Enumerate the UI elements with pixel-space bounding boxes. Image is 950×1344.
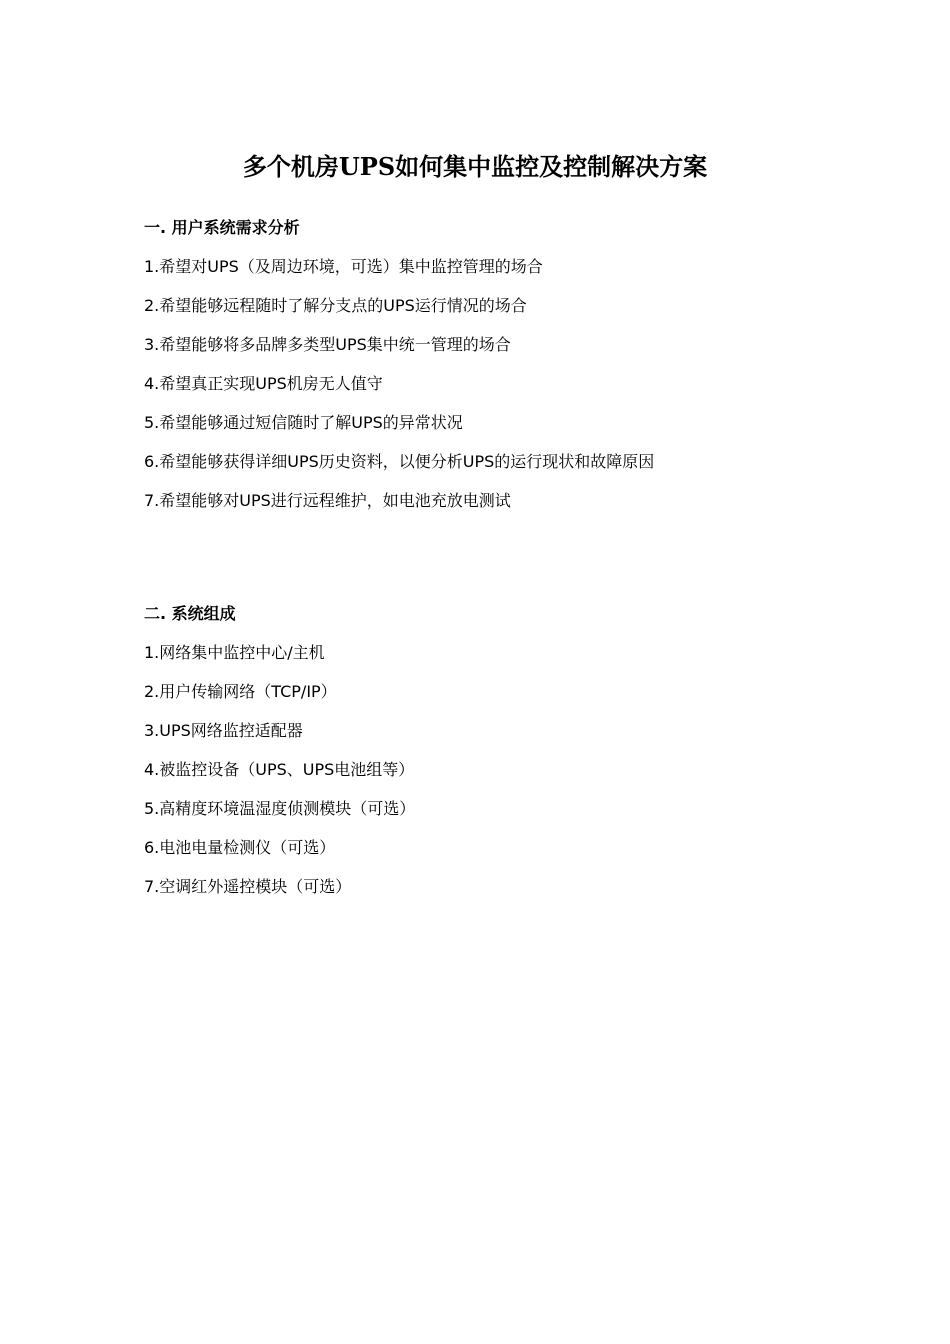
list-item: 1.希望对UPS（及周边环境，可选）集中监控管理的场合 bbox=[144, 257, 543, 276]
document-title: 多个机房UPS如何集中监控及控制解决方案 bbox=[242, 152, 708, 182]
list-item: 6.电池电量检测仪（可选） bbox=[144, 838, 336, 857]
section-requirements-analysis bbox=[144, 215, 904, 527]
list-item: 7.希望能够对UPS进行远程维护，如电池充放电测试 bbox=[144, 491, 511, 510]
list-item: 2.用户传输网络（TCP/IP） bbox=[144, 682, 337, 701]
list-item: 3.希望能够将多品牌多类型UPS集中统一管理的场合 bbox=[144, 335, 511, 354]
list-item: 6.希望能够获得详细UPS历史资料，以便分析UPS的运行现状和故障原因 bbox=[144, 452, 655, 471]
list-item: 5.希望能够通过短信随时了解UPS的异常状况 bbox=[144, 413, 463, 432]
list-item: 2.希望能够远程随时了解分支点的UPS运行情况的场合 bbox=[144, 296, 527, 315]
list-item: 1.网络集中监控中心/主机 bbox=[144, 643, 325, 662]
list-item: 4.被监控设备（UPS、UPS电池组等） bbox=[144, 760, 415, 779]
list-item: 4.希望真正实现UPS机房无人值守 bbox=[144, 374, 383, 393]
list-item: 5.高精度环境温湿度侦测模块（可选） bbox=[144, 799, 416, 818]
section-system-composition bbox=[144, 601, 904, 913]
section-heading: 一. 用户系统需求分析 bbox=[144, 218, 300, 237]
section-heading: 二. 系统组成 bbox=[144, 604, 236, 623]
list-item: 3.UPS网络监控适配器 bbox=[144, 721, 303, 740]
requirements-list bbox=[144, 254, 904, 514]
composition-list bbox=[144, 640, 904, 900]
list-item: 7.空调红外遥控模块（可选） bbox=[144, 877, 352, 896]
